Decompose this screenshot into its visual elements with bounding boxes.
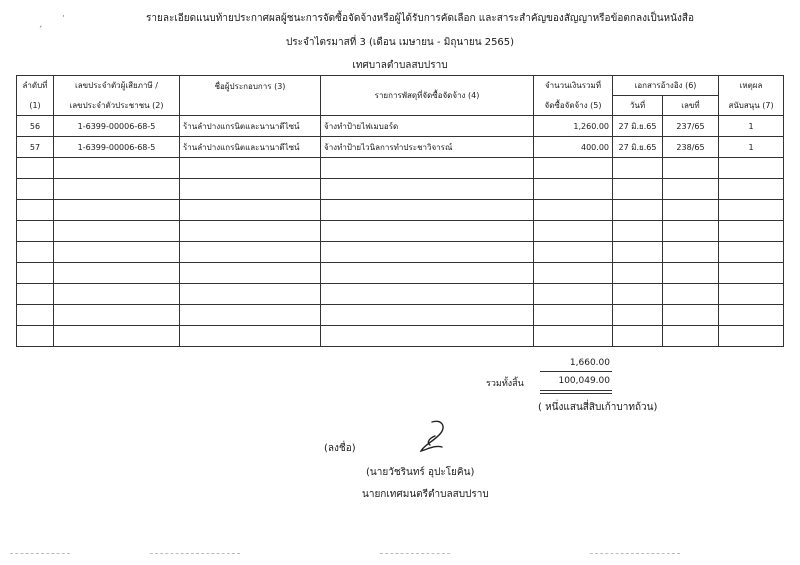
grand-total-value: 100,049.00 [558, 376, 610, 386]
cell-date: 27 มิ.ย.65 [613, 116, 663, 137]
amount-in-words: ( หนึ่งแสนสี่สิบเก้าบาทถ้วน) [538, 402, 658, 413]
cell-seq: 56 [17, 116, 54, 137]
empty-row [17, 284, 784, 305]
cell-taxid: 1-6399-00006-68-5 [54, 116, 180, 137]
cell-date: 27 มิ.ย.65 [613, 137, 663, 158]
scan-artifact [150, 553, 240, 555]
signer-name: (นายวัชรินทร์ อุปะโยคิน) [366, 467, 475, 478]
cell-reason: 1 [719, 137, 784, 158]
header-date: วันที่ [613, 96, 663, 116]
header-seq: ลำดับที่ [17, 76, 54, 96]
grand-total-label: รวมทั้งสิ้น [486, 379, 524, 389]
cell-docno: 237/65 [663, 116, 719, 137]
cell-amount: 400.00 [534, 137, 613, 158]
scan-artifact [590, 553, 680, 555]
document-title: รายละเอียดแนบท้ายประกาศผลผู้ชนะการจัดซื้อจัดจ้างหรือผู้ได้รับการคัดเลือก และสาระสำคัญของสัญญาหรือข้อตกลงเป็นหนังสือ [146, 13, 694, 24]
empty-row [17, 242, 784, 263]
scan-speck: · [62, 12, 65, 22]
empty-row [17, 158, 784, 179]
signature-scribble [408, 418, 454, 458]
header-vendor: ชื่อผู้ประกอบการ (3) [180, 76, 321, 116]
cell-item: จ้างทำป้ายไฟเมบอร์ด [321, 116, 534, 137]
table-header-row [17, 76, 784, 96]
header-taxid-2: เลขประจำตัวประชาชน (2) [54, 96, 180, 116]
cell-reason: 1 [719, 116, 784, 137]
cell-taxid: 1-6399-00006-68-5 [54, 137, 180, 158]
double-rule-bottom [540, 393, 612, 394]
cell-vendor: ร้านลำปางแกรนิตและนานาดีไซน์ [180, 116, 321, 137]
scan-artifact [380, 553, 450, 555]
cell-item: จ้างทำป้ายไวนิลการทำประชาวิจารณ์ [321, 137, 534, 158]
empty-row [17, 305, 784, 326]
signature-label: (ลงชื่อ) [324, 443, 356, 454]
signer-position: นายกเทศมนตรีตำบลสบปราบ [362, 489, 489, 500]
scan-artifact [10, 553, 70, 555]
header-docs: เอกสารอ้างอิง (6) [613, 76, 719, 96]
empty-row [17, 179, 784, 200]
procurement-table [16, 75, 784, 347]
header-amount-2: จัดซื้อจัดจ้าง (5) [534, 96, 613, 116]
double-rule-top [540, 390, 612, 391]
header-taxid: เลขประจำตัวผู้เสียภาษี / [54, 76, 180, 96]
header-seq-no: (1) [17, 96, 54, 116]
empty-row [17, 221, 784, 242]
cell-amount: 1,260.00 [534, 116, 613, 137]
cell-seq: 57 [17, 137, 54, 158]
table-row [17, 116, 784, 137]
header-amount: จำนวนเงินรวมที่ [534, 76, 613, 96]
subtotal-value: 1,660.00 [569, 358, 610, 368]
scan-speck: ´ [38, 26, 43, 36]
header-reason-2: สนับสนุน (7) [719, 96, 784, 116]
header-item: รายการพัสดุที่จัดซื้อจัดจ้าง (4) [321, 76, 534, 116]
header-docno: เลขที่ [663, 96, 719, 116]
empty-row [17, 326, 784, 347]
empty-row [17, 263, 784, 284]
total-rule [540, 371, 612, 372]
agency-name: เทศบาลตำบลสบปราบ [352, 60, 448, 71]
table-row [17, 137, 784, 158]
quarter-period: ประจำไตรมาสที่ 3 (เดือน เมษายน - มิถุนายน 2565) [285, 37, 515, 48]
header-reason: เหตุผล [719, 76, 784, 96]
empty-row [17, 200, 784, 221]
cell-vendor: ร้านลำปางแกรนิตและนานาดีไซน์ [180, 137, 321, 158]
cell-docno: 238/65 [663, 137, 719, 158]
